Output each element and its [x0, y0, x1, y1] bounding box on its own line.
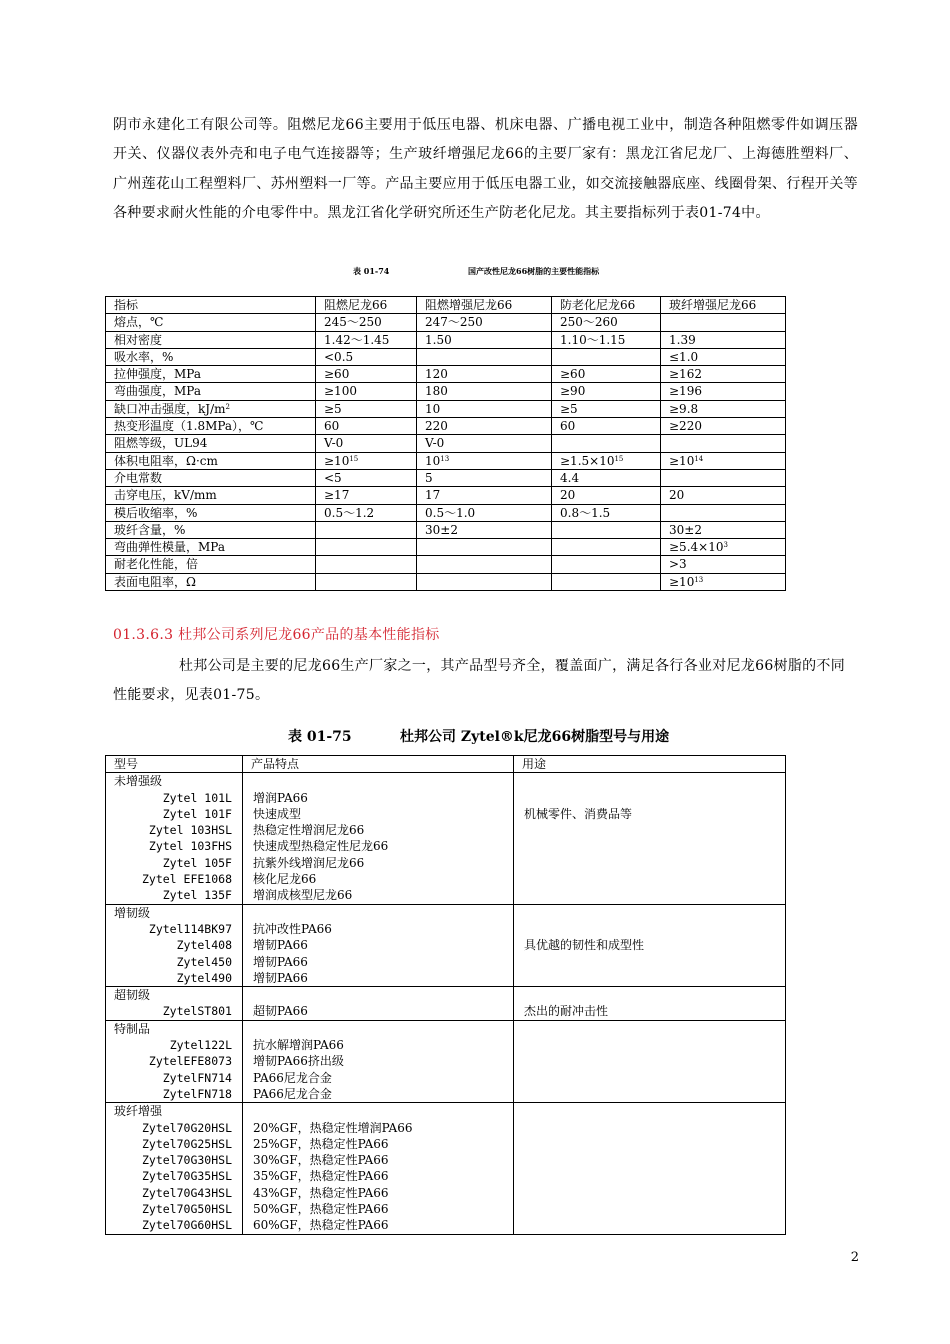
table75-group-name: 超韧级: [114, 988, 151, 1003]
table75-feature: 增韧PA66挤出级: [253, 1054, 344, 1069]
table74-cell: [552, 348, 661, 365]
table75-feature: 抗冲改性PA66: [253, 921, 332, 936]
table74-header-row: [106, 297, 786, 314]
table74-cell: ≥162: [661, 366, 786, 383]
table74-cell: ≥196: [661, 383, 786, 400]
table75-feature: 30%GF，热稳定性PA66: [253, 1153, 389, 1168]
table75-feature: 抗紫外线增润尼龙66: [253, 855, 365, 870]
table75-group-name: 玻纤增强: [114, 1104, 163, 1119]
table74-row: [106, 504, 786, 521]
table75-use: 机械零件、消费品等: [524, 806, 633, 821]
table75-feature-cell: [243, 1103, 514, 1234]
table74-cell: $10^{13}$: [417, 452, 552, 469]
table75-model: Zytel 101L: [162, 790, 232, 805]
table74-cell: 0.5～1.0: [417, 504, 552, 521]
table75-model: ZytelFN718: [162, 1086, 232, 1101]
table74-cell: 247～250: [417, 314, 552, 331]
table74-cell: ≤1.0: [661, 348, 786, 365]
table75-spacer: [253, 987, 513, 1003]
table75-model: Zytel70G43HSL: [141, 1185, 232, 1200]
table74-row: [106, 435, 786, 452]
table75-header-cell: [106, 756, 243, 773]
table74-cell: 耐老化性能，倍: [106, 556, 316, 573]
table75-group-row: [106, 1020, 786, 1102]
table74-cell: V-0: [417, 435, 552, 452]
table74-cell: ≥100: [316, 383, 417, 400]
table75-feature: 20%GF，热稳定性增润PA66: [253, 1120, 413, 1135]
table75-feature-cell: [243, 904, 514, 986]
table75-number: 表 01-75: [288, 729, 352, 745]
table75-feature: 抗水解增润PA66: [253, 1038, 344, 1053]
table75-model: Zytel 103HSL: [148, 823, 232, 838]
table74-cell: 击穿电压，kV/mm: [106, 487, 316, 504]
table74-cell: 弯曲弹性模量，MPa: [106, 539, 316, 556]
intro-paragraph: 阴市永建化工有限公司等。阻燃尼龙66主要用于低压电器、机床电器、广播电视工业中，制造各种阻燃零件如调压器开关、仪器仪表外壳和电子电气连接器等；生产玻纤增强尼龙66的主要厂家有：黑龙江省尼龙厂、上海德胜塑料厂、广州莲花山工程塑料厂、苏州塑料一厂等。产品主要应用于低压电器工业，如交流接触器底座、线圈骨架、行程开关等各种要求耐火性能的介电零件中。黑龙江省化学研究所还生产防老化尼龙。其主要指标列于表01-74中。: [113, 117, 858, 222]
table75-spacer: [253, 1103, 513, 1119]
table74-cell: 0.5～1.2: [316, 504, 417, 521]
table74-number: 表 01-74: [353, 266, 390, 276]
table74-cell: [316, 539, 417, 556]
table74-cell: $\ge 1.5\times 10^{15}$: [552, 452, 661, 469]
table74-row: [106, 452, 786, 469]
table75-model: Zytel450: [176, 954, 232, 969]
table74-cell: <5: [316, 469, 417, 486]
table75-group-row: [106, 1103, 786, 1234]
table75-spacer: [524, 773, 785, 806]
table75-feature: 35%GF，热稳定性PA66: [253, 1169, 389, 1184]
table74-cell: [417, 348, 552, 365]
table75-group-name: 未增强级: [114, 774, 163, 789]
table74-row: [106, 400, 786, 417]
table75-header-text: 用途: [522, 757, 547, 771]
table74-row: [106, 521, 786, 538]
table74-cell: ≥60: [316, 366, 417, 383]
table75-model: Zytel EFE1068: [141, 872, 232, 887]
table74-cell: 30±2: [417, 521, 552, 538]
table74-cell: [552, 556, 661, 573]
table74-header-cell: 防老化尼龙66: [552, 297, 661, 314]
table74-cell: ≥60: [552, 366, 661, 383]
table75-model-cell: [106, 987, 243, 1021]
table74-header-cell: 指标: [106, 297, 316, 314]
table74-header-cell: 阻燃尼龙66: [316, 297, 417, 314]
table74-cell: <0.5: [316, 348, 417, 365]
table74-cell: $\ge 10^{14}$: [661, 452, 786, 469]
table74-cell: 吸水率，%: [106, 348, 316, 365]
table75-spacer: [253, 905, 513, 921]
table74-row: [106, 383, 786, 400]
table74-cell: 245～250: [316, 314, 417, 331]
table75-model: Zytel 103FHS: [148, 839, 232, 854]
table74-cell: 0.8～1.5: [552, 504, 661, 521]
table75-feature: 43%GF，热稳定性PA66: [253, 1185, 389, 1200]
table75-model-cell: [106, 904, 243, 986]
table74-cell: $\ge 10^{15}$: [316, 452, 417, 469]
table75-feature: 25%GF，热稳定性PA66: [253, 1136, 389, 1151]
table74-cell: 拉伸强度，MPa: [106, 366, 316, 383]
table75-feature: 增韧PA66: [253, 970, 308, 985]
table74-cell: ≥9.8: [661, 400, 786, 417]
table75-spacer: [253, 773, 513, 789]
table74-row: [106, 418, 786, 435]
table74-cell: 1.42～1.45: [316, 331, 417, 348]
table74-row: [106, 573, 786, 590]
table75-model: Zytel 135F: [162, 888, 232, 903]
table74-cell: [316, 573, 417, 590]
table75-model: ZytelFN714: [162, 1070, 232, 1085]
table75-spacer: [524, 905, 785, 938]
table-01-75: [105, 755, 786, 1235]
table75-feature: 快速成型热稳定性尼龙66: [253, 839, 389, 854]
table74-cell: [417, 556, 552, 573]
table74-cell: [661, 314, 786, 331]
table75-feature: 快速成型: [253, 806, 302, 821]
table74-header-cell: 玻纤增强尼龙66: [661, 297, 786, 314]
table75-feature-cell: [243, 1020, 514, 1102]
table74-cell: $\ge 10^{13}$: [661, 573, 786, 590]
table74-cell: 缺口冲击强度，$kJ/m^2$: [106, 400, 316, 417]
table75-feature: 增韧PA66: [253, 954, 308, 969]
table74-row: [106, 331, 786, 348]
table74-cell: 弯曲强度，MPa: [106, 383, 316, 400]
page-number: 2: [850, 1250, 859, 1265]
table75-group-name: 特制品: [114, 1021, 151, 1036]
table75-model: Zytel 105F: [162, 855, 232, 870]
table75-model: Zytel70G50HSL: [141, 1202, 232, 1217]
table74-cell: 1.39: [661, 331, 786, 348]
table75-feature-cell: [243, 773, 514, 904]
table74-cell: 热变形温度（1.8MPa），℃: [106, 418, 316, 435]
table75-model: Zytel70G35HSL: [141, 1169, 232, 1184]
table75-model: Zytel70G20HSL: [141, 1120, 232, 1135]
table75-header-text: 型号: [114, 757, 139, 771]
table74-cell: [417, 573, 552, 590]
table75-feature: 超韧PA66: [253, 1004, 308, 1019]
table74-header-cell: 阻燃增强尼龙66: [417, 297, 552, 314]
table75-model: Zytel70G60HSL: [141, 1218, 232, 1233]
table74-cell: 250～260: [552, 314, 661, 331]
table74-cell: 120: [417, 366, 552, 383]
table75-header-cell: [514, 756, 786, 773]
table75-feature: 60%GF，热稳定性PA66: [253, 1218, 389, 1233]
table74-cell: 体积电阻率，Ω·cm: [106, 452, 316, 469]
table75-feature: 增润成核型尼龙66: [253, 888, 353, 903]
table75-model: Zytel408: [176, 938, 232, 953]
table75-model: Zytel490: [176, 970, 232, 985]
table74-cell: 阻燃等级，UL94: [106, 435, 316, 452]
table74-cell: [661, 504, 786, 521]
table74-cell: [661, 469, 786, 486]
table74-cell: [417, 539, 552, 556]
table74-cell: [552, 521, 661, 538]
table74-row: [106, 366, 786, 383]
table75-feature: 热稳定性增润尼龙66: [253, 823, 365, 838]
table74-cell: ≥5: [552, 400, 661, 417]
section-number: 01.3.6.3: [113, 627, 174, 643]
table75-model-cell: [106, 1103, 243, 1234]
table74-cell: 220: [417, 418, 552, 435]
table74-cell: 模后收缩率，%: [106, 504, 316, 521]
table-01-74: [105, 296, 786, 591]
table75-feature: PA66尼龙合金: [253, 1086, 332, 1101]
table75-feature: 50%GF，热稳定性PA66: [253, 1202, 389, 1217]
table74-cell: 4.4: [552, 469, 661, 486]
table74-cell: 60: [316, 418, 417, 435]
table74-cell: ≥5: [316, 400, 417, 417]
table74-cell: [552, 539, 661, 556]
table75-model: Zytel114BK97: [148, 921, 232, 936]
table74-cell: [316, 521, 417, 538]
table75-use-cell: [514, 1020, 786, 1102]
table75-use: 杰出的耐冲击性: [524, 1004, 609, 1019]
table74-cell: >3: [661, 556, 786, 573]
table74-cell: 介电常数: [106, 469, 316, 486]
table75-feature: 增韧PA66: [253, 938, 308, 953]
table75-group-row: [106, 987, 786, 1021]
table75-header-cell: [243, 756, 514, 773]
table74-cell: [552, 435, 661, 452]
table74-cell: 1.50: [417, 331, 552, 348]
table75-group-name: 增韧级: [114, 905, 151, 920]
table74-cell: 熔点，℃: [106, 314, 316, 331]
table75-model: Zytel 101F: [162, 806, 232, 821]
dupont-paragraph: 杜邦公司是主要的尼龙66生产厂家之一，其产品型号齐全，覆盖面广，满足各行各业对尼龙66树脂的不同性能要求，见表01-75。: [113, 658, 846, 704]
table74-cell: [316, 556, 417, 573]
table75-model: Zytel122L: [169, 1038, 232, 1053]
table74-cell: 60: [552, 418, 661, 435]
table74-row: [106, 539, 786, 556]
table74-cell: [552, 573, 661, 590]
table75-model-cell: [106, 773, 243, 904]
table75-use-cell: [514, 1103, 786, 1234]
table74-row: [106, 487, 786, 504]
table75-feature: 增润PA66: [253, 790, 308, 805]
table74-cell: ≥220: [661, 418, 786, 435]
table74-cell: 180: [417, 383, 552, 400]
table74-cell: 20: [552, 487, 661, 504]
table75-model: ZytelEFE8073: [148, 1054, 232, 1069]
table74-cell: 10: [417, 400, 552, 417]
table74-cell: ≥90: [552, 383, 661, 400]
table74-row: [106, 314, 786, 331]
table75-use-cell: [514, 773, 786, 904]
table74-cell: 30±2: [661, 521, 786, 538]
table74-cell: 1.10～1.15: [552, 331, 661, 348]
table75-model-cell: [106, 1020, 243, 1102]
table75-use: 具优越的韧性和成型性: [524, 938, 645, 953]
table74-row: [106, 469, 786, 486]
table75-spacer: [524, 987, 785, 1003]
table74-row: [106, 556, 786, 573]
table75-group-row: [106, 773, 786, 904]
section-heading: [113, 624, 440, 644]
table75-use-cell: [514, 904, 786, 986]
table75-feature: PA66尼龙合金: [253, 1070, 332, 1085]
table75-model: Zytel70G30HSL: [141, 1153, 232, 1168]
table75-spacer: [253, 1021, 513, 1037]
table74-cell: 17: [417, 487, 552, 504]
table75-model: ZytelST801: [162, 1004, 232, 1019]
table75-feature-cell: [243, 987, 514, 1021]
table74-cell: 玻纤含量，%: [106, 521, 316, 538]
table74-cell: [661, 435, 786, 452]
table75-model: Zytel70G25HSL: [141, 1136, 232, 1151]
table74-cell: ≥17: [316, 487, 417, 504]
table74-cell: 5: [417, 469, 552, 486]
table75-header-row: [106, 756, 786, 773]
table74-cell: V-0: [316, 435, 417, 452]
table74-cell: 20: [661, 487, 786, 504]
table75-use-cell: [514, 987, 786, 1021]
table75-header-text: 产品特点: [251, 757, 300, 771]
table74-cell: 表面电阻率，Ω: [106, 573, 316, 590]
table75-group-row: [106, 904, 786, 986]
section-title: 杜邦公司系列尼龙66产品的基本性能指标: [178, 627, 440, 643]
table74-cell: $\ge 5.4\times 10^3$: [661, 539, 786, 556]
table74-title: 国产改性尼龙66树脂的主要性能指标: [468, 266, 600, 276]
table74-row: [106, 348, 786, 365]
table74-cell: 相对密度: [106, 331, 316, 348]
table75-title: 杜邦公司 Zytel®k尼龙66树脂型号与用途: [400, 729, 670, 745]
table75-feature: 核化尼龙66: [253, 872, 317, 887]
